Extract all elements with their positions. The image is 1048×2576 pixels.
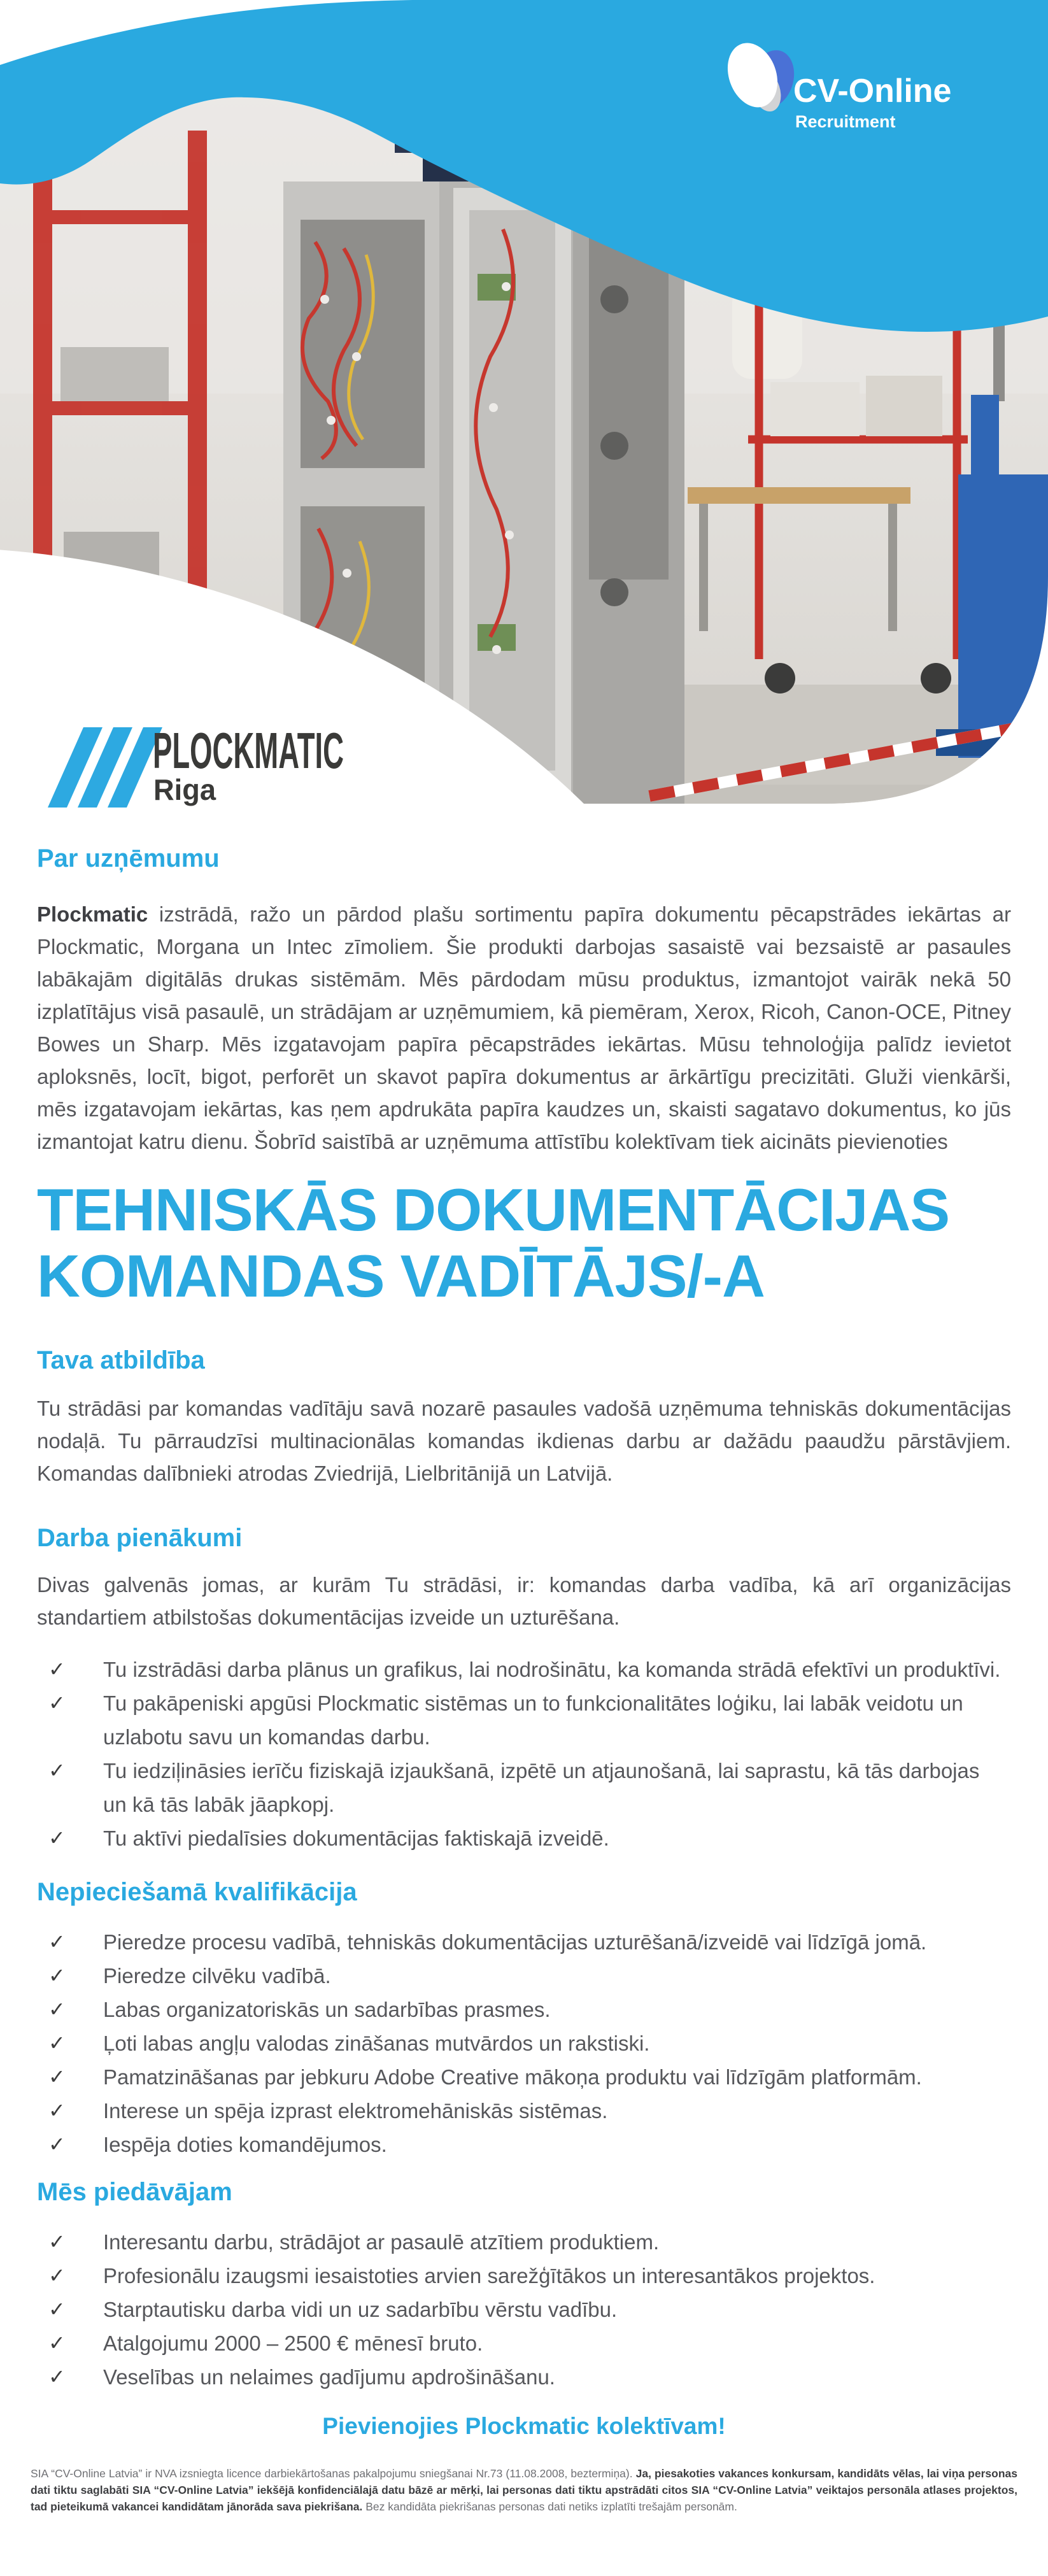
hero-banner [0, 0, 1048, 828]
checklist-item-text: Starptautisku darba vidi un uz sadarbību vērstu vadību. [103, 2298, 618, 2321]
about-lead-bold: Plockmatic [37, 902, 148, 926]
checklist-item-text: Tu iedziļināsies ierīču fiziskajā izjaukšanā, izpētē un atjaunošanā, lai saprastu, kā tās darbojas un kā tās labāk jāapkopj. [103, 1759, 980, 1816]
check-icon: ✓ [48, 2264, 66, 2287]
duties-intro-paragraph: Divas galvenās jomas, ar kurām Tu strādāsi, ir: komandas darba vadība, kā arī organizācijas standartiem atbilstošas dokumentācijas izveide un uzturēšana. [37, 1573, 1011, 1629]
footer-text-1: SIA “CV-Online Latvia” ir NVA izsniegta licence darbiekārtošanas pakalpojumu sniegšanai Nr.73 (11.08.2008, beztermiņa). [31, 2467, 636, 2480]
check-icon: ✓ [48, 2365, 66, 2388]
about-body-text: izstrādā, ražo un pārdod plašu sortimentu papīra dokumentu pēcapstrādes iekārtas ar Plockmatic, Morgana un Intec zīmoliem. Šie produkti darbojas sasaistē vai bezsaistē ar pasaules labākajām digitālās drukas sistēmām. Mēs pārdodam mūsu produktus, izmantojot vairāk nekā 50 izplatītājus visā pasaulē, un strādājam ar uzņēmumiem, kā piemēram, Xerox, Ricoh, Canon-OCE, Pitney Bowes un Sharp. Mēs izgatavojam papīra pēcapstrādes iekārtas. Mūsu tehnoloģija palīdz ievietot aploksnēs, locīt, bigot, perforēt un skavot papīra dokumentus ar ārkārtīgu precizitāti. Gluži vienkārši, mēs izgatavojam iekārtas, kas ņem apdrukāta papīra kaudzes un, skaisti sagatavo dokumentus, ko jūs izmantojat katru dienu. Šobrīd saistībā ar uzņēmuma attīstību kolektīvam tiek aicināts pievienoties [37, 902, 1011, 1153]
cv-online-wordmark: CV-Online [793, 73, 952, 110]
check-icon: ✓ [48, 1658, 66, 1681]
footer-text-bold: Ja, piesakoties vakances konkursam, kandidāts vēlas, lai viņa personas dati tiktu saglabāti SIA “CV-Online Latvia” iekšējā konfidenciālajā datu bāzē ar mērķi, lai personas dati tiktu apstrādāti citos SIA “CV-Online Latvia” veiktajos personāla atlases projektos, tad pieteikumā vakancei kandidātam jānorāda sava piekrišana. [31, 2467, 1017, 2513]
about-paragraph [37, 898, 1011, 1158]
check-icon: ✓ [48, 2298, 66, 2321]
cta-text: Pievienojies Plockmatic kolektīvam! [322, 2413, 726, 2439]
check-icon: ✓ [48, 1930, 66, 1953]
checklist-item-text: Ļoti labas angļu valodas zināšanas mutvārdos un rakstiski. [103, 2032, 650, 2055]
check-icon: ✓ [48, 2230, 66, 2253]
job-title-line2: KOMANDAS VADĪTĀJS/-A [37, 1242, 765, 1309]
checklist-item-text: Pamatzināšanas par jebkuru Adobe Creative mākoņa produktu vai līdzīgām platformām. [103, 2065, 922, 2089]
checklist-item [48, 2128, 1011, 2161]
checklist-item [48, 1653, 1011, 1686]
checklist-item [48, 1925, 1011, 1959]
checklist-item [48, 2293, 1011, 2326]
job-title [37, 1177, 1011, 1309]
check-icon: ✓ [48, 1826, 66, 1849]
offer-checklist [37, 2225, 1011, 2394]
section-heading-about: Par uzņēmumu [37, 844, 220, 872]
section-heading-duties: Darba pienākumi [37, 1524, 243, 1552]
checklist-item-text: Profesionālu izaugsmi iesaistoties arvien sarežģītākos un interesantākos projektos. [103, 2264, 875, 2288]
check-icon: ✓ [48, 2032, 66, 2054]
section-heading-offer: Mēs piedāvājam [37, 2178, 232, 2206]
content-area [0, 844, 1048, 2440]
legal-footer [31, 2465, 1017, 2515]
section-heading-qualifications: Nepieciešamā kvalifikācija [37, 1878, 357, 1906]
checklist-item [48, 2060, 1011, 2094]
job-title-line1: TEHNISKĀS DOKUMENTĀCIJAS [37, 1176, 950, 1243]
check-icon: ✓ [48, 2133, 66, 2156]
section-heading-responsibility: Tava atbildība [37, 1346, 205, 1374]
cv-online-subtitle: Recruitment [795, 112, 896, 131]
checklist-item-text: Pieredze procesu vadībā, tehniskās dokumentācijas uzturēšanā/izveidē vai līdzīgā jomā. [103, 1930, 927, 1954]
checklist-item [48, 2360, 1011, 2394]
check-icon: ✓ [48, 2099, 66, 2122]
check-icon: ✓ [48, 1998, 66, 2021]
check-icon: ✓ [48, 1691, 66, 1714]
checklist-item-text: Veselības un nelaimes gadījumu apdrošināšanu. [103, 2365, 555, 2389]
checklist-item-text: Tu aktīvi piedalīsies dokumentācijas faktiskajā izveidē. [103, 1826, 609, 1850]
plockmatic-riga-label: Riga [153, 773, 216, 806]
checklist-item-text: Tu izstrādāsi darba plānus un grafikus, lai nodrošinātu, ka komanda strādā efektīvi un produktīvi. [103, 1658, 1001, 1681]
check-icon: ✓ [48, 1964, 66, 1987]
check-icon: ✓ [48, 1759, 66, 1782]
checklist-item-text: Atalgojumu 2000 – 2500 € mēnesī bruto. [103, 2331, 483, 2355]
checklist-item [48, 2259, 1011, 2293]
checklist-item-text: Tu pakāpeniski apgūsi Plockmatic sistēmas un to funkcionalitātes loģiku, lai labāk veidotu un uzlabotu savu un komandas darbu. [103, 1691, 963, 1749]
checklist-item [48, 2225, 1011, 2259]
checklist-item-text: Interesantu darbu, strādājot ar pasaulē atzītiem produktiem. [103, 2230, 660, 2254]
check-icon: ✓ [48, 2065, 66, 2088]
checklist-item [48, 1993, 1011, 2026]
checklist-item [48, 2026, 1011, 2060]
check-icon: ✓ [48, 2331, 66, 2354]
checklist-item-text: Pieredze cilvēku vadībā. [103, 1964, 331, 1988]
checklist-item [48, 1959, 1011, 1993]
plockmatic-wordmark: PLOCKMATIC [153, 722, 344, 779]
checklist-item [48, 1821, 1011, 1855]
checklist-item-text: Interese un spēja izprast elektromehāniskās sistēmas. [103, 2099, 608, 2123]
checklist-item [48, 2326, 1011, 2360]
checklist-item [48, 1686, 1011, 1754]
responsibility-paragraph: Tu strādāsi par komandas vadītāju savā nozarē pasaules vadošā uzņēmuma tehniskās dokumentācijas nodaļā. Tu pārraudzīsi multinacionālas komandas ikdienas darbu ar dažādu paaudžu pārstāvjiem. Komandas dalībnieki atrodas Zviedrijā, Lielbritānijā un Latvijā. [37, 1397, 1011, 1485]
duties-checklist [37, 1653, 1011, 1855]
qualifications-checklist [37, 1925, 1011, 2161]
checklist-item-text: Labas organizatoriskās un sadarbības prasmes. [103, 1998, 551, 2021]
checklist-item-text: Iespēja doties komandējumos. [103, 2133, 387, 2156]
checklist-item [48, 2094, 1011, 2128]
checklist-item [48, 1754, 1011, 1821]
footer-text-2: Bez kandidāta piekrišanas personas dati netiks izplatīti trešajām personām. [365, 2500, 737, 2513]
